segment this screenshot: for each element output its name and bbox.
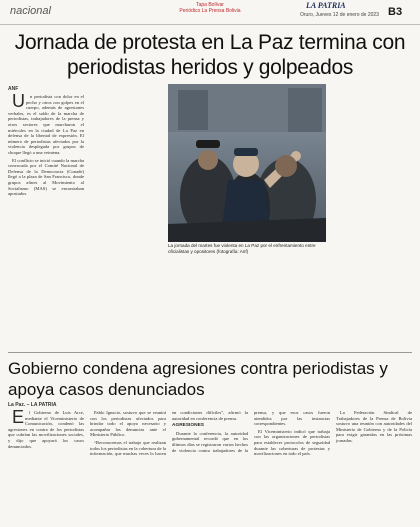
secondary-paragraph-4: Durante la conferencia, la autoridad gubernamental recordó que en los últimos días se registraron varios hechos de violencia contra trabajadores de la prensa, y que esos casos fueron atendidos por las instancias correspondientes.	[172, 410, 330, 453]
secondary-paragraph-5: El Viceministerio indicó que trabaja con las organizaciones de periodistas para establecer protocolos de seguridad durante las coberturas de protestas y movilizaciones en todo el país.	[254, 428, 330, 457]
news-photo	[168, 84, 326, 242]
header-center-line-1: Tapa Bolívar	[196, 2, 224, 8]
newspaper-brand: LA PATRIA	[306, 1, 346, 10]
secondary-story-kicker: La Paz. – LA PATRIA	[8, 402, 57, 408]
main-paragraph-1: Un periodista con dolor en el pecho y otros con golpes en el cuerpo, además de agresiones verbales, es el saldo de la marcha de periodistas, trabajadores de la prensa y otros sectores que marcharon el miércoles en la ciudad de La Paz en defensa de la libertad de expresión. El número de periodistas afectados por la violencia desplegada por grupos de choque llegó a una veintena.	[8, 91, 84, 155]
secondary-headline: Gobierno condena agresiones contra periodistas y apoya casos denunciados	[8, 359, 388, 399]
secondary-subhead: AGRESIONES	[172, 423, 204, 429]
secondary-paragraph-1: El Gobierno de Luis Arce, mediante el Viceministerio de Comunicación, condenó las agresiones en contra de los periodistas que cubrían las movilizaciones sociales, y dijo que apoyará los casos denunciados.	[8, 407, 84, 449]
secondary-story-body	[8, 407, 412, 522]
main-headline: Jornada de protesta en La Paz termina con periodistas heridos y golpeados	[14, 31, 406, 79]
photo-spacer	[90, 94, 166, 270]
main-paragraph-2: El conflicto se inició cuando la marcha convocada por el Comité Nacional de Defensa de la Democracia (Conade) llegó a la plaza de San Francisco, donde grupos afines al Movimiento al Socialismo (MAS) se encontraban apostados.	[8, 157, 84, 197]
photo-caption: La jornada del martes fue violenta en La Paz por el enfrentamiento entre oficialistas y opositores (fotografía: Anf)	[168, 242, 326, 261]
issue-date: Oruro, Jueves 12 de enero de 2023	[300, 12, 379, 18]
main-story-kicker: ANF	[8, 86, 19, 92]
protest-photo-illustration	[168, 84, 326, 242]
page-header	[0, 0, 420, 25]
section-divider	[8, 352, 412, 353]
secondary-paragraph-3: “Reconocemos el trabajo que realizan todos los periodistas en la cobertura de la información, que muchas veces lo hacen en condiciones difíciles”, afirmó la autoridad en conferencia de prensa.	[90, 410, 248, 457]
secondary-paragraph-2: Pablo Ignacio, sostuvo que se reunirá con los periodistas afectados para brindar todo el apoyo necesario y acompañar las denuncias ante el Ministerio Público.	[90, 410, 166, 438]
page-number: B3	[388, 6, 403, 18]
header-center-line-2: Periódico La Prensa Bolivia	[179, 8, 241, 14]
section-label: nacional	[10, 5, 51, 17]
secondary-paragraph-6: La Federación Sindical de Trabajadores de la Prensa de Bolivia sostuvo una reunión con autoridades del Ministerio de Gobierno y de la Policía para exigir garantías en las próximas jornadas.	[336, 410, 412, 443]
